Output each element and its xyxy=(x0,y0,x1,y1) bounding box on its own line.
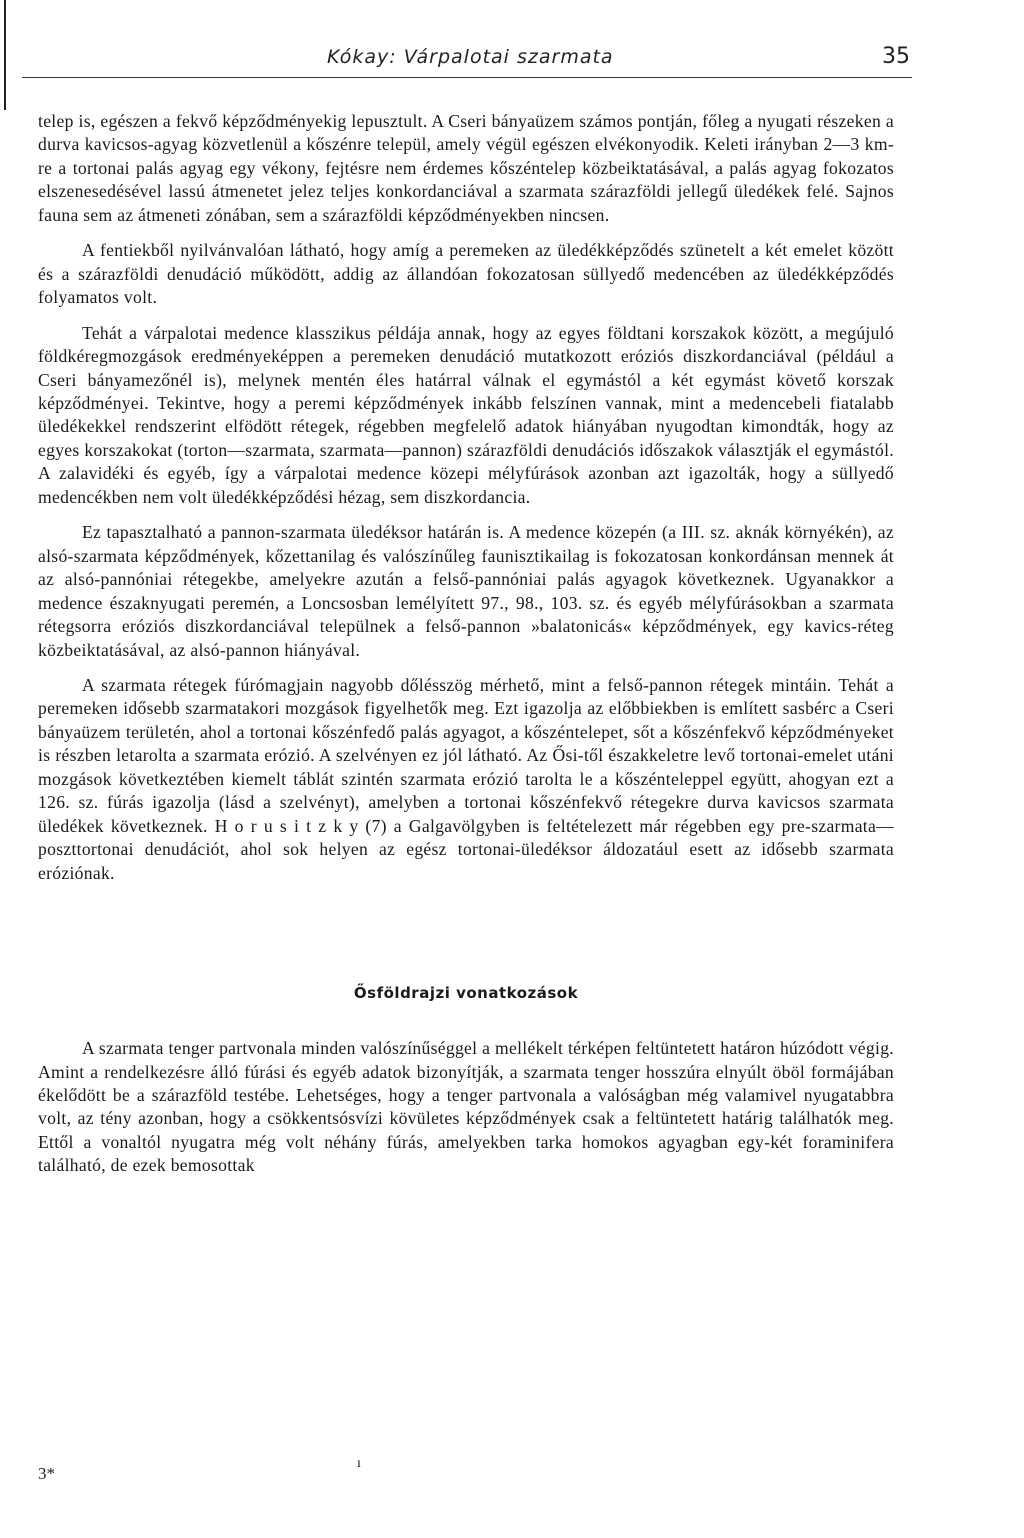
page-body xyxy=(38,110,894,1178)
paragraph-5: A szarmata rétegek fúrómagjain nagyobb dőlésszög mérhető, mint a felső-pannon rétegek mintáin. Tehát a peremeken idősebb szarmatakori mozgások figyelhetők meg. Ezt igazolja az előbbiekben is említett sasbérc a Cseri bányaüzem területén, ahol a tortonai kőszénfedő palás agyagot, a kőszéntelepet, sőt a kőszénfekvő képződményeket is részben letarolta a szarmata erózió. A szelvényen ez jól látható. Az Ősi-től északkeletre levő tortonai-emelet utáni mozgások következtében kiemelt táblát szintén szarmata erózió tarolta le a kőszénteleppel együtt, ahogyan ezt a 126. sz. fúrás igazolja (lásd a szelvényt), amelyben a tortonai kőszénfekvő rétegekre durva kavicsos szarmata üledékek következnek. H o r u s i t z k y (7) a Galgavölgyben is feltételezett már régebben egy pre-szarmata—poszttortonai denudációt, ahol sok helyen az egész tortonai-üledéksor áldozatául esett az idősebb szarmata eróziónak. xyxy=(38,674,894,883)
signature-mark: 3* xyxy=(38,1464,55,1483)
paragraph-4: Ez tapasztalható a pannon-szarmata üledéksor határán is. A medence közepén (a III. sz. aknák környékén), az alsó-szarmata képződmények, kőzettanilag és valószínűleg faunisztikailag is fokozatosan konkordánsan mennek át az alsó-pannóniai rétegekbe, amelyekre azután a felső-pannóniai palás agyagok következnek. Ugyanakkor a medence északnyugati peremén, a Loncsosban lemélyített 97., 98., 103. sz. és egyéb mélyfúrásokban a szarmata rétegsorra eróziós diszkordanciával települnek a felső-pannon »balatonicás« képződmények, egy kavics-réteg közbeiktatásával, az alsó-pannon hiányával. xyxy=(38,522,894,660)
header-rule xyxy=(22,77,912,78)
page-header xyxy=(22,40,910,80)
section-paragraph: A szarmata tenger partvonala minden valószínűséggel a mellékelt térképen feltüntetett határon húzódott végig. Amint a rendelkezésre álló fúrási és egyéb adatok bizonyítják, a szarmata tenger hosszúra elnyúlt öböl formájában ékelődött be a szárazföld testébe. Lehetséges, hogy a tenger partvonala a valóságban még valamivel nyugatabbra volt, az tény azonban, hogy a csökkentsósvízi kövületes képződmények csak a feltüntetett határig találhatók meg. Ettől a vonaltól nyugatra még volt néhány fúrás, amelyekben tarka homokos agyagban egy-két foraminifera található, de ezek bemosottak xyxy=(38,1038,894,1176)
stray-mark: ı xyxy=(357,1456,361,1471)
paragraph-1: telep is, egészen a fekvő képződményekig lepusztult. A Cseri bányaüzem számos pontján, főleg a nyugati részeken a durva kavicsos-agyag közvetlenül a kőszénre települ, amely végül egészen elvékonyodik. Keleti irányban 2—3 km-re a tortonai palás agyag egy vékony, fejtésre nem érdemes kőszéntelep közbeiktatásával, a palás agyag fokozatos elszenesedésével lassú átmenetet jelez teljes konkordanciával a szarmata szárazföldi jellegű üledékek felé. Sajnos fauna sem az átmeneti zónában, sem a szárazföldi képződményekben nincsen. xyxy=(38,111,894,225)
page-number: 35 xyxy=(882,44,910,69)
left-margin-rule xyxy=(4,0,6,110)
paragraph-2: A fentiekből nyilvánvalóan látható, hogy amíg a peremeken az üledékképződés szünetelt a két emelet között és a szárazföldi denudáció működött, addig az állandóan fokozatosan süllyedő medencében az üledékképződés folyamatos volt. xyxy=(38,240,894,308)
running-title: Kókay: Várpalotai szarmata xyxy=(327,46,614,68)
paragraph-3: Tehát a várpalotai medence klasszikus példája annak, hogy az egyes földtani korszakok között, a megújuló földkéregmozgások eredményeképpen a peremeken denudáció mutatkozott eróziós diszkordanciával (például a Cseri bányamezőnél is), melynek mentén éles határral válnak el egymástól a két egymást követő korszak képződményei. Tekintve, hogy a peremi képződmények inkább felszínen vannak, mint a medencebeli fiatalabb üledékekkel rendszerint elfödött rétegek, régebben megfelelő adatok hiányában nyugodtan kimondták, hogy az egyes korszakokat (torton—szarmata, szarmata—pannon) szárazföldi denudációs időszakok választják el egymástól. A zalavidéki és egyéb, így a várpalotai medence közepi mélyfúrások azonban azt igazolták, hogy a süllyedő medencékben nem volt üledékképződési hézag, sem diszkordancia. xyxy=(38,322,894,507)
section-heading: Ősföldrajzi vonatkozások xyxy=(353,984,579,1003)
